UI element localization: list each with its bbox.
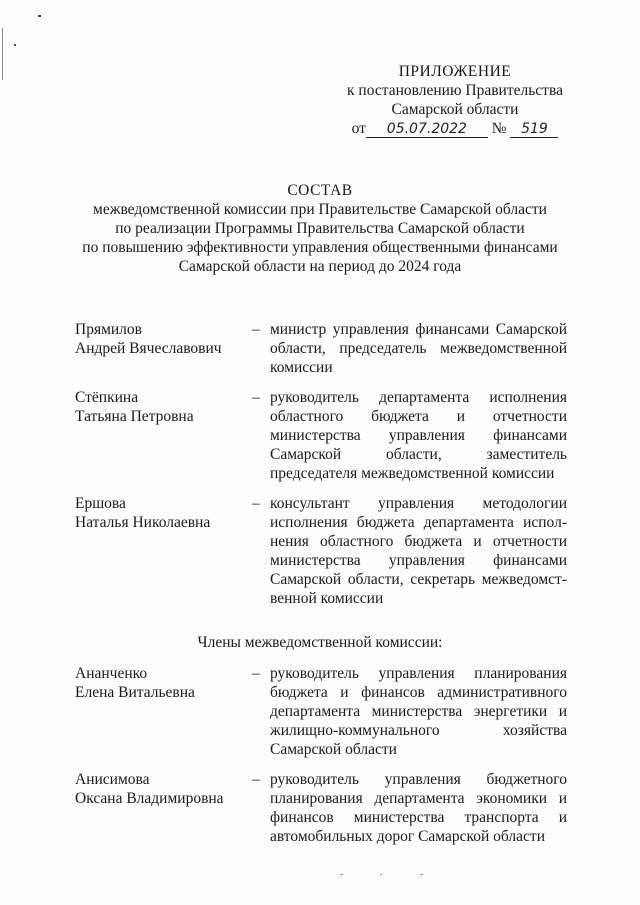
dash-separator: – (252, 321, 260, 338)
dash-separator: – (252, 665, 260, 682)
member-name (75, 494, 250, 532)
member-role: руководитель управления планирования бюджета и финансов административного департамента министерства энергетики и жилищно-коммунального хозяйства Самарской области (270, 665, 567, 758)
scan-speck (380, 874, 382, 875)
scan-speck (420, 874, 423, 875)
member-surname: Ершова (75, 495, 126, 512)
member-given-name: Оксана Владимировна (75, 790, 224, 807)
member-role: консультант управления методологии исполнения бюджета департамента испол-нения областного бюджета и отчетности министерства управления финансами Самарской области, секретарь межведомст-венной комиссии (270, 495, 567, 607)
document-subtitle-line: по реализации Программы Правительства Самарской области (115, 220, 525, 237)
document-title: СОСТАВ (287, 182, 353, 199)
member-surname: Ананченко (75, 665, 148, 682)
member-row (75, 388, 575, 483)
member-name (75, 770, 250, 808)
member-row (75, 320, 575, 380)
date-prefix: от (351, 120, 366, 137)
member-role: руководитель управления бюджетного планирования департамента экономики и финансов министерства транспорта и автомобильных дорог Самарской области (270, 771, 567, 845)
document-subtitle-line: по повышению эффективности управления общественными финансами (82, 239, 558, 256)
member-name (75, 388, 250, 426)
member-row (75, 494, 575, 609)
scan-speck (38, 15, 41, 17)
scan-speck (340, 874, 343, 875)
member-given-name: Татьяна Петровна (75, 408, 194, 425)
annex-header (340, 62, 570, 138)
annex-line: Самарской области (391, 101, 519, 118)
member-name (75, 320, 250, 358)
dash-separator: – (252, 389, 260, 406)
members-heading: Члены межведомственной комиссии: (197, 634, 443, 651)
member-row (75, 770, 575, 850)
number-sign: № (491, 120, 507, 137)
member-given-name: Елена Витальевна (75, 684, 195, 701)
member-given-name: Наталья Николаевна (75, 514, 211, 531)
annex-title: ПРИЛОЖЕНИЕ (398, 63, 512, 80)
document-subtitle-line: Самарской области на период до 2024 года (178, 258, 462, 275)
member-surname: Прямилов (75, 321, 142, 338)
annex-date-line (340, 119, 570, 138)
annex-line: к постановлению Правительства (347, 82, 563, 99)
member-surname: Стёпкина (75, 389, 139, 406)
member-role: министр управления финансами Самарской области, председатель межведомственной комиссии (270, 321, 567, 376)
handwritten-number: 519 (510, 122, 558, 138)
handwritten-date: 05.07.2022 (366, 122, 488, 138)
member-given-name: Андрей Вячеславович (75, 340, 222, 357)
member-surname: Анисимова (75, 771, 150, 788)
scan-speck (14, 44, 16, 46)
scan-edge-mark (2, 28, 3, 80)
member-role: руководитель департамента исполнения областного бюджета и отчетности министерства управления финансами Самарской области, заместитель председателя межведомственной комиссии (270, 389, 567, 482)
document-subtitle-line: межведомственной комиссии при Правительстве Самарской области (93, 201, 547, 218)
member-name (75, 664, 250, 702)
member-row (75, 664, 575, 759)
document-title-block (60, 181, 580, 276)
dash-separator: – (252, 495, 260, 512)
dash-separator: – (252, 771, 260, 788)
